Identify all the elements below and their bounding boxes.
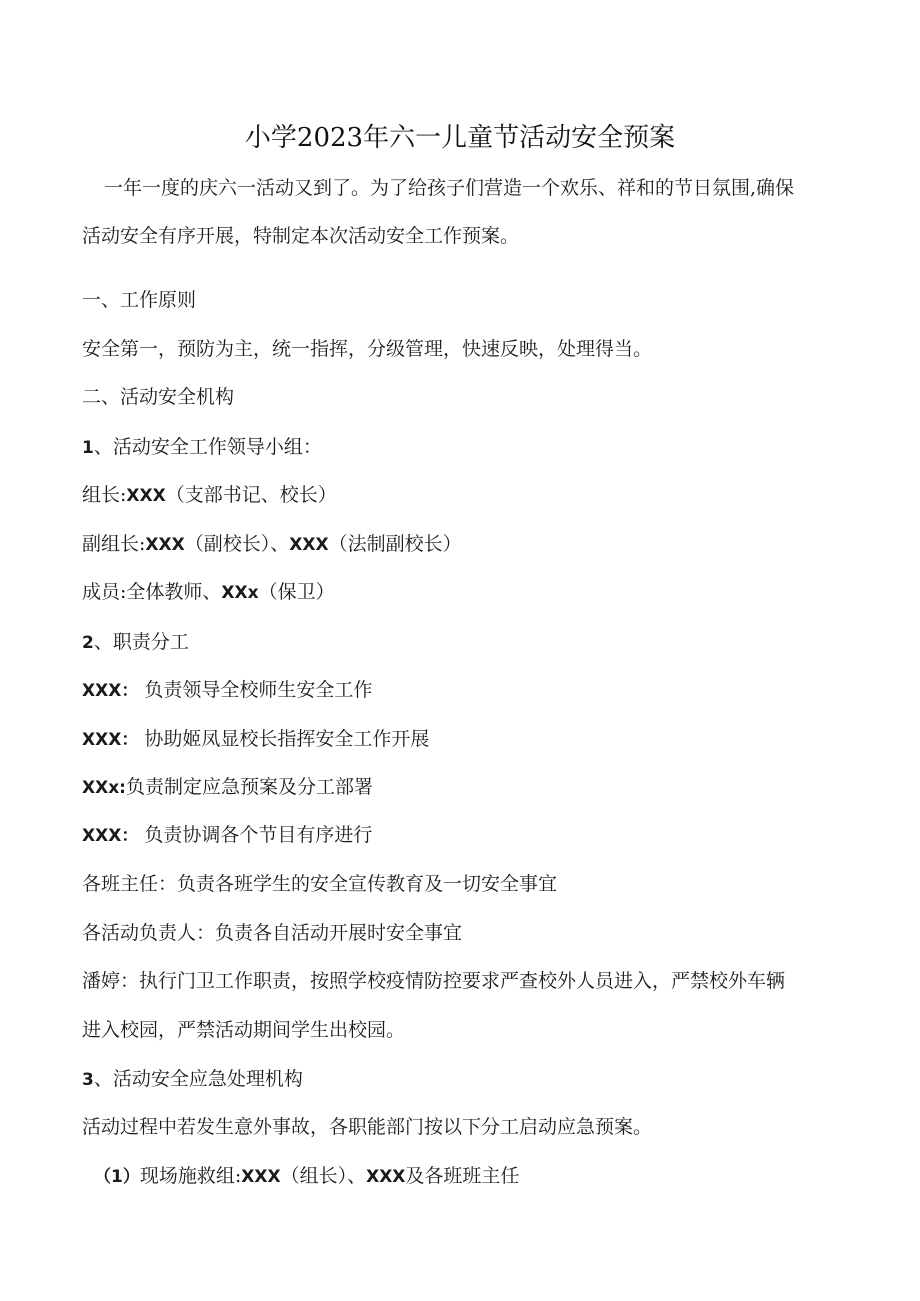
- duty-name: XXX：: [82, 826, 139, 846]
- activity-leader-duty: 各活动负责人：负责各自活动开展时安全事宜: [82, 922, 463, 944]
- duty-text: 协助姬凤显校长指挥安全工作开展: [144, 728, 430, 750]
- subsection-1-text: 、活动安全工作领导小组：: [93, 436, 322, 458]
- emergency-intro: 活动过程中若发生意外事故，各职能部门按以下分工启动应急预案。: [82, 1116, 653, 1138]
- subsection-3: [82, 1065, 303, 1094]
- rescue-group-line: [94, 1162, 519, 1191]
- guard-duty-line-1: 潘婷：执行门卫工作职责，按照学校疫情防控要求严查校外人员进入，严禁校外车辆: [82, 970, 786, 992]
- document-title: 小学2023年六一儿童节活动安全预案: [244, 123, 676, 153]
- duty-text: 负责领导全校师生安全工作: [144, 679, 373, 701]
- subsection-2-text: 、职责分工: [93, 631, 189, 653]
- duty-name: XXx:: [82, 778, 126, 798]
- rescue-role-2: 及各班班主任: [405, 1165, 520, 1187]
- deputy-line: [82, 530, 462, 559]
- duty-text: 负责协调各个节目有序进行: [144, 824, 373, 846]
- intro-line-1: 一年一度的庆六一活动又到了。为了给孩子们营造一个欢乐、祥和的节日氛围,确保: [104, 177, 795, 199]
- deputy-role-2: （法制副校长）: [328, 533, 462, 555]
- rescue-name-1: XXX: [241, 1167, 281, 1187]
- members-label: 成员:全体教师、: [82, 581, 222, 603]
- members-line: [82, 578, 335, 607]
- duty-item: [82, 773, 373, 802]
- section1-heading: 一、工作原则: [82, 289, 197, 311]
- duty-item: [82, 676, 372, 705]
- duty-item: [82, 725, 429, 754]
- rescue-name-2: XXX: [366, 1167, 406, 1187]
- rescue-number: （1）: [94, 1167, 140, 1187]
- deputy-name-2: XXX: [289, 535, 329, 555]
- deputy-name-1: XXX: [145, 535, 185, 555]
- section1-text: 安全第一，预防为主，统一指挥，分级管理，快速反映，处理得当。: [82, 338, 653, 360]
- leader-name: XXX: [126, 486, 166, 506]
- deputy-label: 副组长:: [82, 533, 146, 555]
- section2-heading: 二、活动安全机构: [82, 386, 235, 408]
- subsection-1-number: 1: [82, 438, 94, 458]
- leader-line: [82, 481, 337, 510]
- members-name: XXx: [221, 583, 259, 603]
- class-teacher-duty: 各班主任：负责各班学生的安全宣传教育及一切安全事宜: [82, 873, 558, 895]
- subsection-1: [82, 433, 322, 462]
- members-role: （保卫）: [258, 581, 335, 603]
- subsection-2-number: 2: [82, 633, 94, 653]
- rescue-role-1: （组长）、: [280, 1165, 367, 1187]
- guard-duty-line-2: 进入校园，严禁活动期间学生出校园。: [82, 1019, 406, 1041]
- duty-name: XXX：: [82, 681, 139, 701]
- duty-name: XXX：: [82, 730, 139, 750]
- leader-role: （支部书记、校长）: [165, 484, 337, 506]
- subsection-3-text: 、活动安全应急处理机构: [93, 1068, 303, 1090]
- duty-item: [82, 821, 372, 850]
- intro-line-2: 活动安全有序开展，特制定本次活动安全工作预案。: [82, 225, 520, 247]
- deputy-role-1: （副校长）、: [184, 533, 290, 555]
- rescue-label: 现场施救组:: [139, 1165, 242, 1187]
- subsection-3-number: 3: [82, 1070, 94, 1090]
- leader-label: 组长:: [82, 484, 127, 506]
- subsection-2: [82, 628, 189, 657]
- duty-text: 负责制定应急预案及分工部署: [125, 776, 373, 798]
